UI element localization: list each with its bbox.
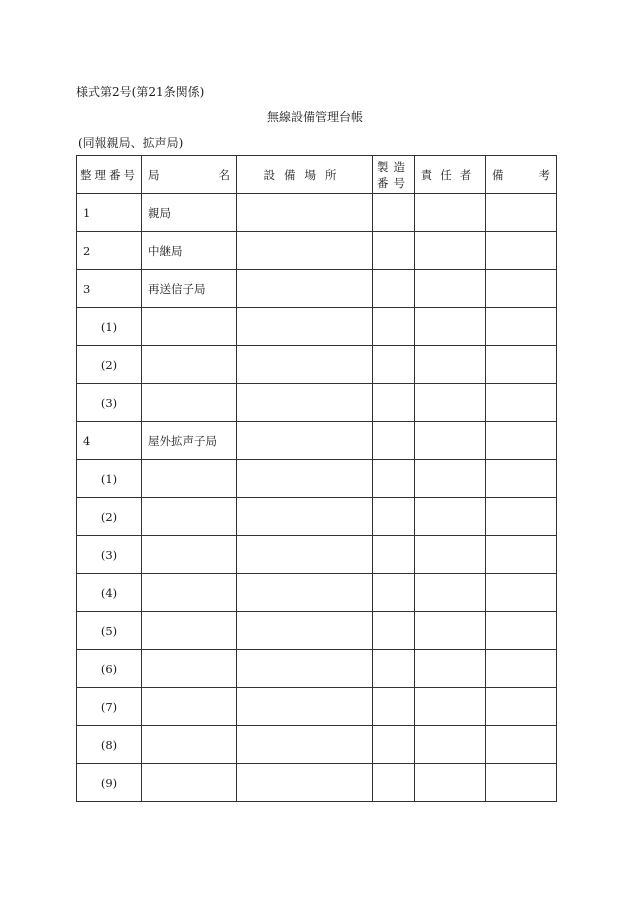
responsible-person-cell xyxy=(415,536,486,574)
header-kyoku-right: 名 xyxy=(218,167,230,182)
location-cell xyxy=(237,232,373,270)
location-cell xyxy=(237,422,373,460)
header-note-left: 備 xyxy=(492,167,504,182)
location-cell xyxy=(237,650,373,688)
row-number-cell: (1) xyxy=(77,460,142,498)
table-row xyxy=(77,498,557,536)
location-cell xyxy=(237,688,373,726)
location-cell xyxy=(237,726,373,764)
station-name-cell xyxy=(142,726,237,764)
station-name-cell xyxy=(142,650,237,688)
station-name-cell: 中継局 xyxy=(142,232,237,270)
location-cell xyxy=(237,536,373,574)
responsible-person-cell xyxy=(415,346,486,384)
table-row xyxy=(77,384,557,422)
responsible-person-cell xyxy=(415,574,486,612)
serial-number-cell xyxy=(373,346,415,384)
station-name-cell xyxy=(142,764,237,802)
serial-number-cell xyxy=(373,726,415,764)
serial-number-cell xyxy=(373,498,415,536)
equipment-register-table xyxy=(76,155,557,802)
remarks-cell xyxy=(486,232,557,270)
location-cell xyxy=(237,498,373,536)
station-name-cell: 親局 xyxy=(142,194,237,232)
remarks-cell xyxy=(486,346,557,384)
header-note-right: 考 xyxy=(538,167,550,182)
serial-number-cell xyxy=(373,460,415,498)
remarks-cell xyxy=(486,650,557,688)
responsible-person-cell xyxy=(415,688,486,726)
table-row xyxy=(77,194,557,232)
station-name-cell xyxy=(142,308,237,346)
table-row xyxy=(77,688,557,726)
location-cell xyxy=(237,460,373,498)
location-cell xyxy=(237,270,373,308)
serial-number-cell xyxy=(373,536,415,574)
row-number-cell: (7) xyxy=(77,688,142,726)
remarks-cell xyxy=(486,612,557,650)
serial-number-cell xyxy=(373,270,415,308)
station-name-cell xyxy=(142,384,237,422)
table-row xyxy=(77,650,557,688)
table-row xyxy=(77,726,557,764)
station-name-cell: 屋外拡声子局 xyxy=(142,422,237,460)
remarks-cell xyxy=(486,194,557,232)
row-number-cell: (2) xyxy=(77,498,142,536)
remarks-cell xyxy=(486,384,557,422)
station-name-cell: 再送信子局 xyxy=(142,270,237,308)
row-number-cell: 3 xyxy=(77,270,142,308)
responsible-person-cell xyxy=(415,650,486,688)
document-title: 無線設備管理台帳 xyxy=(266,110,363,124)
row-number-cell: 2 xyxy=(77,232,142,270)
remarks-cell xyxy=(486,726,557,764)
station-name-cell xyxy=(142,688,237,726)
form-number: 様式第2号(第21条関係) xyxy=(76,85,205,99)
remarks-cell xyxy=(486,270,557,308)
responsible-person-cell xyxy=(415,232,486,270)
table-row xyxy=(77,308,557,346)
table-row xyxy=(77,232,557,270)
responsible-person-cell xyxy=(415,764,486,802)
table-row xyxy=(77,536,557,574)
row-number-cell: (6) xyxy=(77,650,142,688)
serial-number-cell xyxy=(373,688,415,726)
header-biko xyxy=(486,156,557,194)
header-kyoku-mei xyxy=(142,156,237,194)
table-row xyxy=(77,346,557,384)
header-mfg-line2: 番号 xyxy=(377,175,410,190)
serial-number-cell xyxy=(373,612,415,650)
table-row xyxy=(77,270,557,308)
document-subtitle: (同報親局、拡声局) xyxy=(78,136,184,150)
location-cell xyxy=(237,574,373,612)
responsible-person-cell xyxy=(415,460,486,498)
remarks-cell xyxy=(486,460,557,498)
location-cell xyxy=(237,194,373,232)
header-sekininsha: 責任者 xyxy=(415,156,486,194)
serial-number-cell xyxy=(373,232,415,270)
location-cell xyxy=(237,384,373,422)
remarks-cell xyxy=(486,688,557,726)
responsible-person-cell xyxy=(415,194,486,232)
responsible-person-cell xyxy=(415,726,486,764)
serial-number-cell xyxy=(373,384,415,422)
station-name-cell xyxy=(142,460,237,498)
station-name-cell xyxy=(142,346,237,384)
station-name-cell xyxy=(142,498,237,536)
register-body xyxy=(77,194,557,802)
table-row xyxy=(77,574,557,612)
responsible-person-cell xyxy=(415,270,486,308)
row-number-cell: (3) xyxy=(77,536,142,574)
row-number-cell: (2) xyxy=(77,346,142,384)
header-seiri-bango: 整理番号 xyxy=(77,156,142,194)
row-number-cell: (4) xyxy=(77,574,142,612)
station-name-cell xyxy=(142,574,237,612)
responsible-person-cell xyxy=(415,384,486,422)
row-number-cell: (1) xyxy=(77,308,142,346)
serial-number-cell xyxy=(373,308,415,346)
row-number-cell: (5) xyxy=(77,612,142,650)
serial-number-cell xyxy=(373,194,415,232)
table-row xyxy=(77,422,557,460)
row-number-cell: (8) xyxy=(77,726,142,764)
serial-number-cell xyxy=(373,574,415,612)
location-cell xyxy=(237,308,373,346)
header-row xyxy=(77,156,557,194)
remarks-cell xyxy=(486,498,557,536)
remarks-cell xyxy=(486,422,557,460)
responsible-person-cell xyxy=(415,498,486,536)
header-mfg-line1: 製造 xyxy=(377,159,410,174)
row-number-cell: (3) xyxy=(77,384,142,422)
row-number-cell: 4 xyxy=(77,422,142,460)
table-row xyxy=(77,460,557,498)
responsible-person-cell xyxy=(415,612,486,650)
responsible-person-cell xyxy=(415,308,486,346)
table-row xyxy=(77,764,557,802)
serial-number-cell xyxy=(373,650,415,688)
remarks-cell xyxy=(486,764,557,802)
remarks-cell xyxy=(486,308,557,346)
responsible-person-cell xyxy=(415,422,486,460)
location-cell xyxy=(237,346,373,384)
header-seizo-bango xyxy=(373,156,415,194)
table-row xyxy=(77,612,557,650)
location-cell xyxy=(237,764,373,802)
serial-number-cell xyxy=(373,422,415,460)
header-kyoku-left: 局 xyxy=(148,167,160,182)
remarks-cell xyxy=(486,536,557,574)
header-setsubi-basho: 設備場所 xyxy=(237,156,373,194)
station-name-cell xyxy=(142,612,237,650)
location-cell xyxy=(237,612,373,650)
station-name-cell xyxy=(142,536,237,574)
serial-number-cell xyxy=(373,764,415,802)
row-number-cell: (9) xyxy=(77,764,142,802)
row-number-cell: 1 xyxy=(77,194,142,232)
remarks-cell xyxy=(486,574,557,612)
